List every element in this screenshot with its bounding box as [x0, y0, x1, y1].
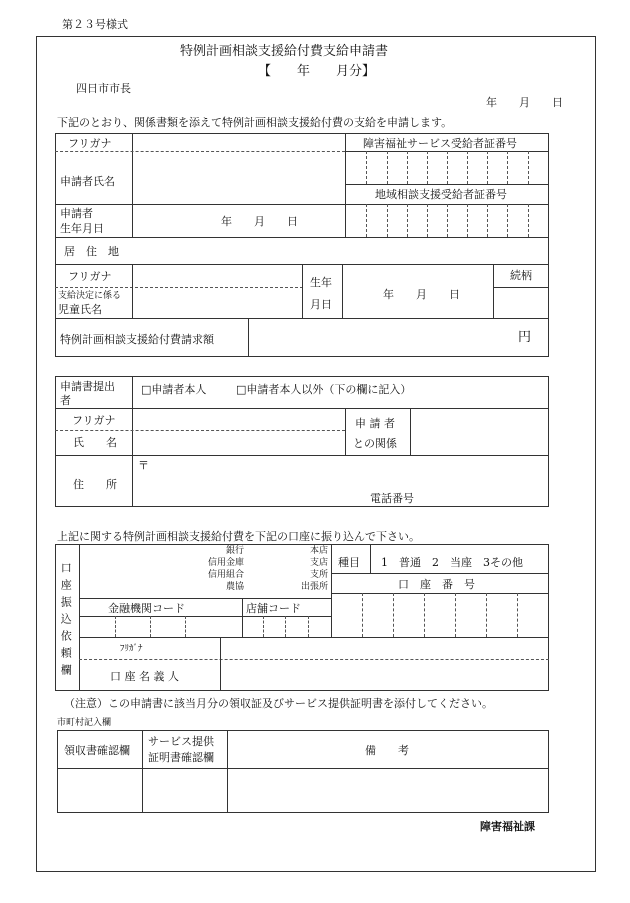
submitter-furigana-label: フリガナ: [72, 414, 116, 427]
account-number-label: 口 座 番 号: [398, 578, 475, 591]
account-type-options: 1 普通 2 当座 3その他: [381, 556, 523, 569]
child-furigana-label: フリガナ: [68, 270, 112, 283]
yen-unit: 円: [518, 330, 532, 345]
inst-code-label: 金融機関コード: [108, 602, 185, 615]
office-table: [57, 730, 549, 813]
inst-type-bank: 銀行: [225, 546, 244, 556]
postal-mark: 〒: [138, 459, 149, 472]
bank-intro: 上記に関する特例計画相談支援給付費を下記の口座に振り込んで下さい。: [57, 530, 420, 543]
relation-label: 続柄: [510, 269, 532, 282]
note: （注意）この申請書に該当月分の領収証及びサービス提供証明書を添付してください。: [64, 697, 493, 710]
service-label-1: サービス提供: [148, 735, 214, 748]
birth-label-2: 月日: [310, 298, 332, 311]
child-label-1: 支給決定に係る: [58, 291, 122, 301]
office-section-label: 市町村記入欄: [57, 718, 112, 728]
applicant-name-label: 申請者氏名: [60, 175, 115, 188]
application-date: 年 月 日: [486, 96, 563, 109]
branch-type-sub: 出張所: [300, 582, 328, 592]
branch-type-office: 支所: [309, 570, 328, 580]
birth-label-1: 生年: [310, 276, 332, 289]
dob-label-1: 申請者: [60, 207, 93, 220]
submitter-option-other[interactable]: □申請者本人以外（下の欄に記入）: [236, 383, 412, 396]
inst-type-nokyo: 農協: [225, 582, 244, 592]
form-title: 特例計画相談支援給付費支給申請書: [180, 44, 389, 59]
holder-furigana-label: ﾌﾘｶﾞﾅ: [120, 644, 143, 654]
applicant-furigana-label: フリガナ: [68, 137, 112, 150]
department: 障害福祉課: [480, 820, 535, 833]
submitter-label-1: 申請書提出: [60, 380, 115, 393]
form-number: 第２３号様式: [62, 18, 128, 31]
submitter-name-label: 氏 名: [73, 436, 117, 449]
addressee: 四日市市長: [76, 82, 131, 95]
submitter-address-label: 住 所: [73, 478, 117, 491]
inst-type-shinkin: 信用金庫: [207, 558, 244, 568]
cert-number-label: 障害福祉サービス受給者証番号: [363, 137, 517, 150]
remarks-label: 備 考: [365, 744, 409, 757]
submitter-option-self[interactable]: □申請者本人: [141, 383, 207, 396]
dob-value: 年 月 日: [221, 215, 298, 228]
receipt-label: 領収書確認欄: [64, 744, 130, 757]
inst-type-kumiai: 信用組合: [207, 570, 244, 580]
amount-label: 特例計画相談支援給付費請求額: [60, 333, 214, 346]
relation-label-1: 申 請 者: [355, 417, 395, 430]
service-label-2: 証明書確認欄: [148, 751, 214, 764]
holder-label: 口 座 名 義 人: [110, 670, 179, 683]
bank-side-label: 口座振込依頼欄: [59, 562, 73, 681]
phone-label: 電話番号: [370, 492, 414, 505]
child-label-2: 児童氏名: [58, 303, 102, 316]
child-dob-value: 年 月 日: [383, 288, 460, 301]
dob-label-2: 生年月日: [60, 222, 104, 235]
address-label: 居 住 地: [64, 245, 119, 258]
branch-type-branch: 支店: [309, 558, 328, 568]
applicant-table: [55, 133, 549, 357]
relation-label-2: との関係: [353, 437, 397, 450]
account-type-label: 種目: [338, 556, 360, 569]
period: 【 年 月分】: [258, 64, 376, 79]
submitter-label-2: 者: [60, 394, 71, 407]
branch-type-main: 本店: [309, 546, 328, 556]
intro-text: 下記のとおり、関係書類を添えて特例計画相談支援給付費の支給を申請します。: [57, 116, 453, 129]
branch-code-label: 店舗コード: [246, 602, 301, 615]
regional-cert-label: 地域相談支援受給者証番号: [375, 188, 507, 201]
